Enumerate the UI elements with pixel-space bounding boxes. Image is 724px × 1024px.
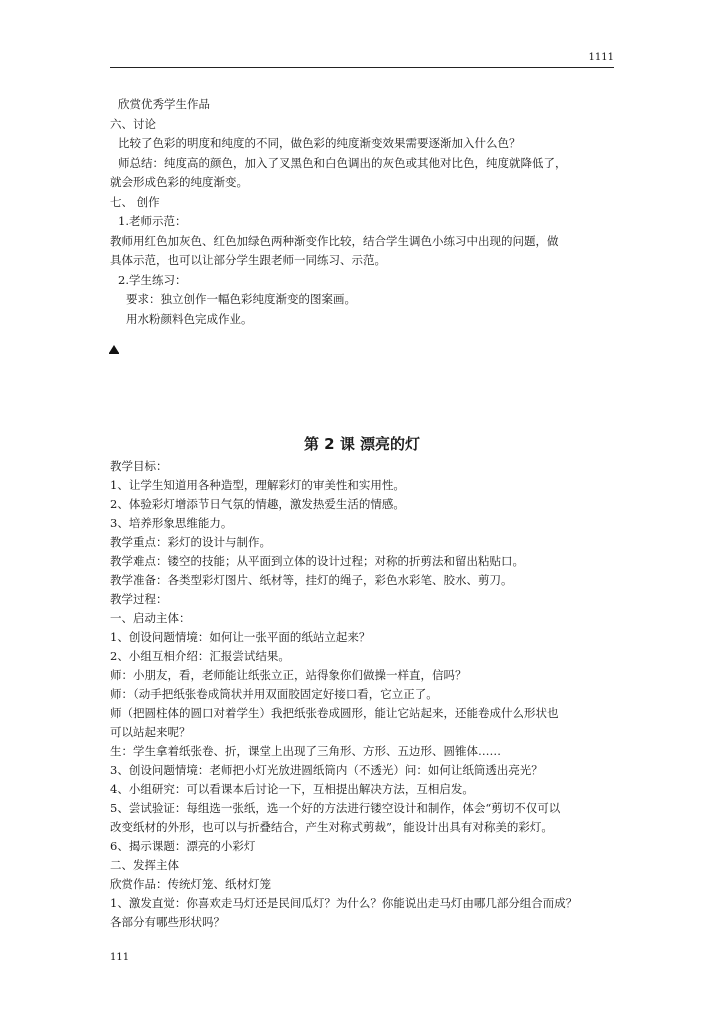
paragraph-line: 教师用红色加灰色、红色加绿色两种渐变作比较，结合学生调色小练习中出现的问题，做 <box>110 233 559 248</box>
paragraph-line: 教学重点：彩灯的设计与制作。 <box>110 535 271 549</box>
paragraph-line: 师：（动手把纸张卷成筒状并用双面胶固定好接口看，它立正了。 <box>110 687 438 701</box>
header-rule <box>110 67 614 68</box>
paragraph-line: 二、发挥主体 <box>110 858 179 872</box>
paragraph-line: 2、体验彩灯增添节日气氛的情趣，激发热爱生活的情感。 <box>110 497 405 511</box>
paragraph-line: 师：小朋友，看，老师能让纸张立正，站得象你们做操一样直，信吗？ <box>110 668 467 682</box>
paragraph-line: 教学准备：各类型彩灯图片、纸材等，挂灯的绳子，彩色水彩笔、胶水、剪刀。 <box>110 573 513 587</box>
paragraph-line: 1.老师示范： <box>118 214 187 228</box>
paragraph-line: 七、 创作 <box>110 194 160 209</box>
paragraph-line: 1、激发直觉：你喜欢走马灯还是民间瓜灯？为什么？你能说出走马灯由哪几部分组合而成？ <box>110 896 578 910</box>
paragraph-line: 师（把圆柱体的圆口对着学生）我把纸张卷成圆形，能让它站起来，还能卷成什么形状也 <box>110 706 559 720</box>
paragraph-line: 就会形成色彩的纯度渐变。 <box>110 175 248 189</box>
paragraph-line: 生：学生拿着纸张卷、折，课堂上出现了三角形、方形、五边形、圆锥体…… <box>110 744 501 758</box>
paragraph-line: 比较了色彩的明度和纯度的不同，做色彩的纯度渐变效果需要逐渐加入什么色？ <box>118 136 521 150</box>
paragraph-line: 教学过程： <box>110 592 168 606</box>
paragraph-line: 3、创设问题情境：老师把小灯光放进圆纸筒内（不透光）问：如何让纸筒透出亮光？ <box>110 763 543 777</box>
triangle-marker-icon <box>109 345 119 354</box>
paragraph-line: 3、培养形象思维能力。 <box>110 516 233 530</box>
paragraph-line: 教学目标： <box>110 459 168 473</box>
paragraph-line: 2.学生练习： <box>118 272 187 287</box>
paragraph-line: 欣赏作品：传统灯笼、纸材灯笼 <box>110 877 271 891</box>
paragraph-line: 1、让学生知道用各种造型，理解彩灯的审美性和实用性。 <box>110 478 405 492</box>
paragraph-line: 6、揭示课题：漂亮的小彩灯 <box>110 839 256 853</box>
paragraph-line: 教学难点：镂空的技能；从平面到立体的设计过程；对称的折剪法和留出粘贴口。 <box>110 554 524 568</box>
paragraph-line: 1、创设问题情境：如何让一张平面的纸站立起来？ <box>110 630 371 644</box>
lesson-title: 第 2 课 漂亮的灯 <box>303 435 421 453</box>
paragraph-line: 各部分有哪些形状吗？ <box>110 915 225 929</box>
paragraph-line: 六、讨论 <box>110 116 156 131</box>
header-page-number: 1111 <box>588 52 614 63</box>
paragraph-line: 师总结：纯度高的颜色，加入了叉黑色和白色调出的灰色或其他对比色，纯度就降低了， <box>118 155 567 170</box>
paragraph-line: 要求：独立创作一幅色彩纯度渐变的图案画。 <box>126 292 356 306</box>
footer-page-number: 111 <box>110 952 130 963</box>
paragraph-line: 欣赏优秀学生作品 <box>118 97 210 111</box>
paragraph-line: 4、小组研究：可以看课本后讨论一下，互相提出解决方法，互相启发。 <box>110 782 474 796</box>
section-discussion-creation <box>110 95 625 329</box>
paragraph-line: 可以站起来呢？ <box>110 725 191 739</box>
paragraph-line: 一、启动主体： <box>110 611 191 625</box>
paragraph-line: 改变纸材的外形，也可以与折叠结合，产生对称式剪裁”，能设计出具有对称美的彩灯。 <box>110 820 553 834</box>
paragraph-line: 5、尝试验证：每组选一张纸，选一个好的方法进行镂空设计和制作，体会“剪切不仅可以 <box>110 801 561 815</box>
section-lesson-plan <box>110 457 625 932</box>
paragraph-line: 2、小组互相介绍：汇报尝试结果。 <box>110 649 290 663</box>
paragraph-line: 具体示范，也可以让部分学生跟老师一同练习、示范。 <box>110 253 386 267</box>
paragraph-line: 用水粉颜料色完成作业。 <box>126 311 253 326</box>
